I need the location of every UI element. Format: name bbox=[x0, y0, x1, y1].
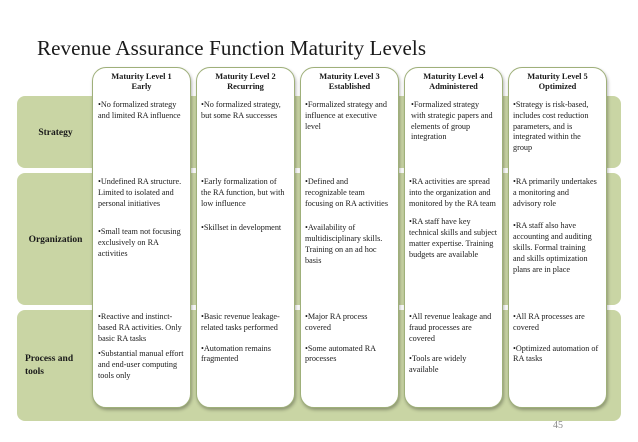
row-label-strategy: Strategy bbox=[38, 128, 73, 138]
level-4-strategy-item: •Formalized strategy with strategic papers and elements of group integration bbox=[411, 100, 493, 142]
level-2-header bbox=[201, 72, 290, 92]
level-3-header-title: Maturity Level 3 bbox=[319, 72, 380, 81]
slide-title: Revenue Assurance Function Maturity Levels bbox=[37, 36, 427, 60]
level-1-organization-cell bbox=[98, 177, 184, 260]
maturity-level-3-column bbox=[300, 67, 399, 408]
level-3-strategy-item: •Formalized strategy and influence at executive level bbox=[305, 100, 387, 131]
row-label-process-tools: Process and tools bbox=[25, 354, 74, 377]
level-5-header bbox=[513, 72, 602, 92]
level-2-strategy-cell bbox=[201, 100, 287, 122]
level-5-header-subtitle: Optimized bbox=[538, 82, 577, 91]
level-2-strategy-item: •No formalized strategy, but some RA successes bbox=[201, 100, 281, 120]
level-4-header-title: Maturity Level 4 bbox=[423, 72, 484, 81]
maturity-level-2-column bbox=[196, 67, 295, 408]
level-1-process-item: •Substantial manual effort and end-user computing tools only bbox=[98, 349, 184, 380]
level-1-organization-item: •Undefined RA structure. Limited to isolated and personal initiatives bbox=[98, 177, 182, 208]
level-3-strategy-cell bbox=[305, 100, 393, 132]
level-4-organization-item: •RA activities are spread into the organization and monitored by the RA team bbox=[409, 177, 496, 208]
level-5-header-title: Maturity Level 5 bbox=[527, 72, 588, 81]
level-4-organization-item: •RA staff have key technical skills and subject matter expertise. Training budgets are available bbox=[409, 217, 497, 259]
level-4-process-item: •All revenue leakage and fraud processes are covered bbox=[409, 312, 492, 343]
level-5-process-item: •All RA processes are covered bbox=[513, 312, 585, 332]
level-4-process-cell bbox=[409, 312, 495, 376]
level-1-strategy-item: •No formalized strategy and limited RA influence bbox=[98, 100, 181, 120]
level-4-header bbox=[409, 72, 498, 92]
row-label-organization: Organization bbox=[28, 235, 83, 245]
level-3-organization-cell bbox=[305, 177, 391, 267]
level-5-organization-item: •RA staff also have accounting and auditing skills. Formal training and skills optimization plans are in place bbox=[513, 221, 592, 274]
level-1-process-cell bbox=[98, 312, 186, 382]
level-3-process-item: •Major RA process covered bbox=[305, 312, 368, 332]
level-3-process-item: •Some automated RA processes bbox=[305, 343, 376, 364]
level-5-process-item: •Optimized automation of RA tasks bbox=[513, 343, 599, 364]
level-3-header-subtitle: Established bbox=[328, 82, 371, 91]
page-number: 45 bbox=[553, 420, 563, 431]
maturity-level-5-column bbox=[508, 67, 607, 408]
maturity-level-1-column bbox=[92, 67, 191, 408]
level-2-organization-item: •Early formalization of the RA function, but with low influence bbox=[201, 177, 285, 208]
level-2-organization-item: •Skillset in development bbox=[201, 223, 282, 233]
level-5-strategy-cell bbox=[513, 100, 601, 154]
level-4-header-subtitle: Administered bbox=[429, 82, 478, 91]
level-2-header-subtitle: Recurring bbox=[227, 82, 264, 91]
level-1-strategy-cell bbox=[98, 100, 184, 122]
level-1-header-subtitle: Early bbox=[131, 82, 152, 91]
maturity-level-4-column bbox=[404, 67, 503, 408]
level-5-process-cell bbox=[513, 312, 599, 365]
level-3-process-cell bbox=[305, 312, 391, 365]
level-1-organization-item: •Small team not focusing exclusively on RA activities bbox=[98, 227, 181, 258]
level-2-header-title: Maturity Level 2 bbox=[215, 72, 276, 81]
level-1-header bbox=[97, 72, 186, 92]
level-2-organization-cell bbox=[201, 177, 287, 234]
level-4-organization-cell bbox=[409, 177, 497, 261]
level-3-header bbox=[305, 72, 394, 92]
level-5-strategy-item: •Strategy is risk-based, includes cost reduction parameters, and is integrated within the group bbox=[513, 100, 589, 153]
level-1-process-item: •Reactive and instinct-based RA activities. Only basic RA tasks bbox=[98, 312, 182, 343]
level-3-organization-item: •Availability of multidisciplinary skills. Training on an ad hoc basis bbox=[305, 223, 383, 265]
level-3-organization-item: •Defined and recognizable team focusing on RA activities bbox=[305, 177, 389, 208]
level-2-process-cell bbox=[201, 312, 287, 365]
level-5-organization-item: •RA primarily undertakes a monitoring and advisory role bbox=[513, 177, 597, 208]
level-4-strategy-cell bbox=[411, 100, 493, 143]
level-4-process-item: •Tools are widely available bbox=[409, 354, 467, 375]
level-2-process-item: •Automation remains fragmented bbox=[201, 343, 271, 364]
level-5-organization-cell bbox=[513, 177, 599, 275]
level-1-header-title: Maturity Level 1 bbox=[111, 72, 172, 81]
level-2-process-item: •Basic revenue leakage-related tasks performed bbox=[201, 312, 280, 332]
